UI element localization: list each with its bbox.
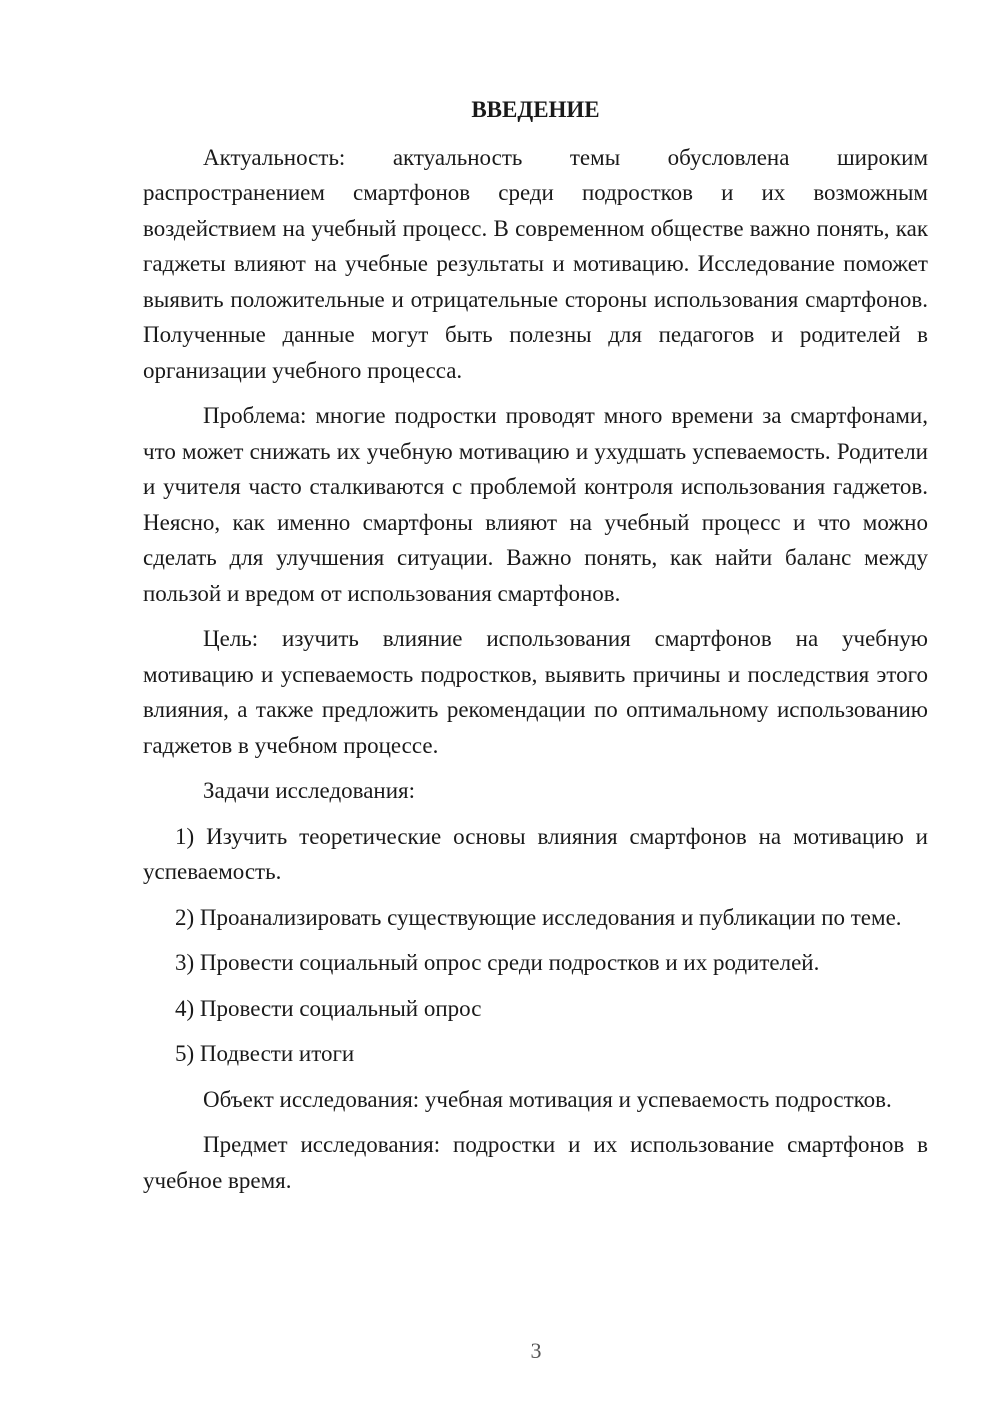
task-item: 2) Проанализировать существующие исследования и публикации по теме. — [175, 904, 902, 930]
task-item: 4) Провести социальный опрос — [175, 995, 482, 1021]
task-item: 5) Подвести итоги — [175, 1041, 355, 1066]
goal-paragraph: Цель: изучить влияние использования смартфонов на учебную мотивацию и успеваемость подростков, выявить причины и последствия этого влияния, а также предложить рекомендации по оптимальному использованию гаджетов в учебном процессе. — [143, 626, 928, 758]
subject-paragraph: Предмет исследования: подростки и их использование смартфонов в учебное время. — [143, 1132, 928, 1193]
tasks-heading: Задачи исследования: — [203, 778, 416, 803]
document-body — [143, 92, 928, 1208]
task-item: 1) Изучить теоретические основы влияния смартфонов на мотивацию и успеваемость. — [143, 823, 928, 884]
relevance-paragraph: Актуальность: актуальность темы обусловлена широким распространением смартфонов среди подростков и их возможным воздействием на учебный процесс. В современном обществе важно понять, как гаджеты влияют на учебные результаты и мотивацию. Исследование поможет выявить положительные и отрицательные стороны использования смартфонов. Полученные данные могут быть полезны для педагогов и родителей в организации учебного процесса. — [143, 144, 928, 383]
object-paragraph: Объект исследования: учебная мотивация и успеваемость подростков. — [203, 1086, 892, 1112]
page-title: ВВЕДЕНИЕ — [471, 97, 600, 122]
tasks-list — [143, 819, 928, 1072]
task-item: 3) Провести социальный опрос среди подростков и их родителей. — [175, 950, 820, 975]
page-number: 3 — [530, 1338, 542, 1363]
problem-paragraph: Проблема: многие подростки проводят много времени за смартфонами, что может снижать их учебную мотивацию и ухудшать успеваемость. Родители и учителя часто сталкиваются с проблемой контроля использования гаджетов. Неясно, как именно смартфоны влияют на учебный процесс и что можно сделать для улучшения ситуации. Важно понять, как найти баланс между пользой и вредом от использования смартфонов. — [143, 403, 928, 606]
